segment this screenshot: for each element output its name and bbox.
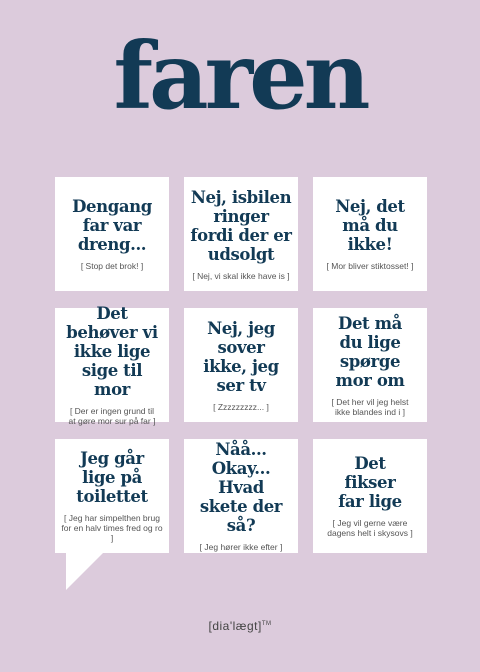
quote-note: [ Jeg har simpelthen brug for en halv times fred og ro ] <box>61 513 163 543</box>
quote-card <box>55 177 169 291</box>
quote-text: Nej, jeg sover ikke, jeg ser tv <box>203 318 279 395</box>
quote-note: [ Stop det brok! ] <box>80 261 144 271</box>
speech-bubble-tail <box>66 552 104 590</box>
quote-text: Det behøver vi ikke lige sige til mor <box>66 304 158 399</box>
quote-card <box>184 177 298 291</box>
quote-text: Nej, det må du ikke! <box>335 197 405 254</box>
quote-grid <box>55 177 427 552</box>
quote-text: Dengang far var dreng... <box>72 197 152 254</box>
trademark-mark: TM <box>261 621 272 627</box>
quote-note: [ Mor bliver stiktosset! ] <box>326 261 414 271</box>
quote-card <box>313 439 427 553</box>
quote-text: Det må du lige spørge mor om <box>335 313 405 390</box>
quote-text: Det fikser far lige <box>338 454 402 511</box>
quote-text: Nej, isbilen ringer fordi der er udsolgt <box>190 187 292 264</box>
quote-card <box>313 308 427 422</box>
quote-note: [ Jeg vil gerne være dagens helt i skysovs ] <box>327 518 413 538</box>
quote-note: [ Nej, vi skal ikke have is ] <box>192 270 290 281</box>
quote-card <box>55 304 169 426</box>
quote-card <box>184 439 298 553</box>
quote-card <box>184 308 298 422</box>
quote-note: [ Der er ingen grund til at gøre mor sur på far ] <box>68 406 156 426</box>
brand-logo <box>0 619 480 633</box>
brand-logo-text: [dia'lægt] <box>208 619 262 633</box>
quote-card <box>313 177 427 291</box>
poster-title: faren <box>113 22 367 130</box>
quote-text: Nåå... Okay... Hvad skete der så? <box>199 440 283 535</box>
quote-note: [ Det her vil jeg helst ikke blandes ind i ] <box>331 396 409 417</box>
quote-card <box>55 439 169 553</box>
quote-note: [ Jeg hører ikke efter ] <box>199 542 283 552</box>
quote-text: Jeg går lige på toilettet <box>76 449 148 506</box>
quote-note: [ Zzzzzzzzz... ] <box>213 401 269 412</box>
